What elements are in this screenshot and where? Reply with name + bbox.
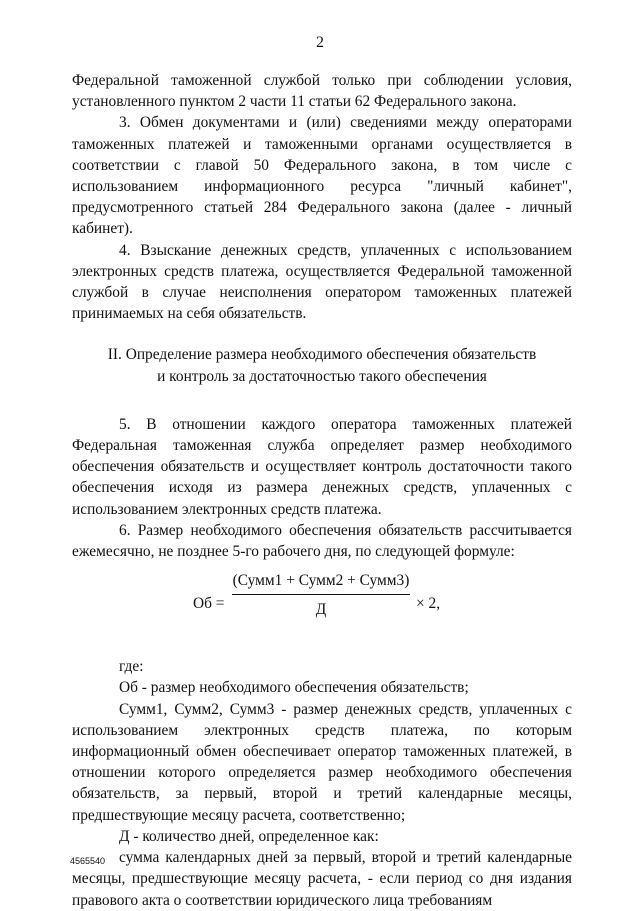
definition-d: Д - количество дней, определенное как: (119, 827, 379, 845)
paragraph-3: 3. Обмен документами и (или) сведениями между операторами таможенных платежей и таможенными органами осуществляется в соответствии с главой 50 Федерального закона, в том числе с использованием информационного ресурса "личный кабинет", предусмотренного статьей 284 Федерального закона (далее - личный кабинет). (72, 114, 572, 238)
definition-summ: Сумм1, Сумм2, Сумм3 - размер денежных средств, уплаченных с использованием электронных средств платежа, по которым информационный обмен обеспечивает оператор таможенных платежей, в отношении которого определяется размер необходимого обеспечения обязательств, за первый, второй и третий календарные месяцы, предшествующие месяцу расчета, соответственно; (72, 700, 572, 824)
paragraph-5: 5. В отношении каждого оператора таможенных платежей Федеральная таможенная служба определяет размер необходимого обеспечения обязательств и осуществляет контроль достаточности такого обеспечения исходя из размера денежных средств, уплаченных с использованием электронных средств платежа. (72, 415, 572, 518)
paragraph-6: 6. Размер необходимого обеспечения обязательств рассчитывается ежемесячно, не позднее 5-го рабочего дня, по следующей формуле: (72, 521, 572, 561)
formula-numerator: (Сумм1 + Сумм2 + Сумм3) (232, 572, 410, 590)
document-body (72, 70, 572, 911)
definition-ob: Об - размер необходимого обеспечения обязательств; (119, 679, 469, 697)
section-heading-line-1: II. Определение размера необходимого обеспечения обязательств (107, 346, 537, 364)
formula (72, 570, 572, 638)
section-heading (72, 344, 572, 386)
document-id: 4565540 (70, 856, 106, 866)
formula-fraction-bar (232, 594, 410, 595)
section-heading-line-2: и контроль за достаточностью такого обеспечения (157, 367, 487, 385)
definition-where: где: (119, 658, 144, 676)
formula-rhs: × 2, (416, 595, 441, 613)
page-number: 2 (316, 34, 324, 51)
definition-sum-days: сумма календарных дней за первый, второй и третий календарные месяцы, предшествующие месяцу расчета, - если период со дня издания правового акта о соответствии юридического лица требованиям (72, 849, 572, 909)
formula-denominator: Д (315, 601, 327, 619)
paragraph-4: 4. Взыскание денежных средств, уплаченных с использованием электронных средств платежа, осуществляется Федеральной таможенной службой в случае неисполнения оператором таможенных платежей принимаемых на себя обязательств. (72, 241, 572, 323)
paragraph-continuation: Федеральной таможенной службой только при соблюдении условия, установленного пунктом 2 части 11 статьи 62 Федерального закона. (72, 72, 572, 111)
formula-lhs: Об = (193, 595, 225, 613)
